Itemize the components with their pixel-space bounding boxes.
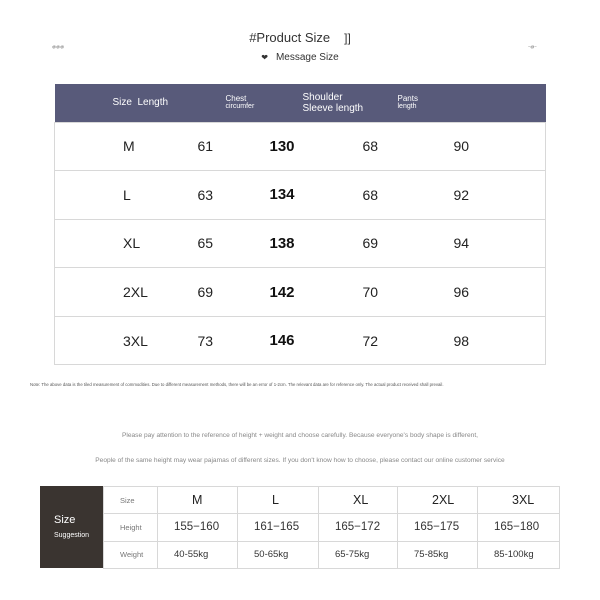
cell-size: 2XL <box>55 268 113 317</box>
cell-length: 73 <box>113 316 191 365</box>
heart-icon: ❤ <box>261 53 268 62</box>
advice-line-2: People of the same height may wear pajamas of different sizes. If you don't know how to choose, please contact our online customer service <box>95 457 505 464</box>
column-header-length: Length <box>113 84 191 122</box>
cell-length: 69 <box>113 268 191 317</box>
suggestion-label-box <box>40 486 103 568</box>
suggestion-size: 2XL <box>398 487 478 514</box>
suggestion-height: 165−180 <box>478 514 560 541</box>
subtitle-text: Message Size <box>275 52 339 63</box>
cell-pants-length: 92 <box>367 171 546 220</box>
cell-chest: 130 <box>191 122 269 171</box>
cell-length: 65 <box>113 219 191 268</box>
suggestion-weight: 40-55kg <box>158 541 238 568</box>
advice-line-1: Please pay attention to the reference of height + weight and choose carefully. Because everyone's body shape is different, <box>121 432 479 439</box>
row-label-height: Height <box>104 514 158 541</box>
row-label-weight: Weight <box>104 541 158 568</box>
corner-mark-left: @@@ <box>52 44 65 49</box>
size-chart-header-row <box>55 84 546 122</box>
cell-size: L <box>55 171 113 220</box>
suggestion-weight: 85-100kg <box>478 541 560 568</box>
column-header-size <box>55 84 113 122</box>
size-chart-row <box>55 171 546 220</box>
suggestion-title: Size <box>54 514 76 526</box>
page-subtitle <box>0 52 600 63</box>
cell-shoulder-sleeve: 69 <box>269 219 367 268</box>
cell-size: M <box>55 122 113 171</box>
measurement-note: Note: The above data is the tiled measurement of commodities. Due to different measurement methods, there will be an error of 1-2cm. The relevant data are for reference only. The actual product received shall prevail. <box>30 382 444 387</box>
cell-shoulder-sleeve: 68 <box>269 171 367 220</box>
page-title <box>0 30 600 45</box>
size-chart-row <box>55 268 546 317</box>
cell-shoulder-sleeve: 70 <box>269 268 367 317</box>
size-chart-row <box>55 122 546 171</box>
cell-pants-length: 98 <box>367 316 546 365</box>
cell-chest: 142 <box>191 268 269 317</box>
cell-shoulder-sleeve: 68 <box>269 122 367 171</box>
suggestion-size-row <box>104 487 560 514</box>
cell-size: XL <box>55 219 113 268</box>
cell-chest: 146 <box>191 316 269 365</box>
suggestion-height: 161−165 <box>238 514 319 541</box>
row-label-size: Size <box>104 487 158 514</box>
cell-length: 61 <box>113 122 191 171</box>
suggestion-weight: 65-75kg <box>319 541 398 568</box>
cell-chest: 134 <box>191 171 269 220</box>
suggestion-size: 3XL <box>478 487 560 514</box>
cell-pants-length: 90 <box>367 122 546 171</box>
title-text: #Product Size <box>249 30 331 45</box>
cell-pants-length: 96 <box>367 268 546 317</box>
size-chart-row <box>55 316 546 365</box>
suggestion-weight-row <box>104 541 560 568</box>
suggestion-height: 155−160 <box>158 514 238 541</box>
size-chart-row <box>55 219 546 268</box>
size-suggestion-table <box>103 486 560 569</box>
size-chart-table <box>54 84 546 365</box>
suggestion-height: 165−172 <box>319 514 398 541</box>
suggestion-size: L <box>238 487 319 514</box>
cell-chest: 138 <box>191 219 269 268</box>
suggestion-weight: 50-65kg <box>238 541 319 568</box>
cell-size: 3XL <box>55 316 113 365</box>
suggestion-size: XL <box>319 487 398 514</box>
cell-length: 63 <box>113 171 191 220</box>
column-header-chest: Chest circumfer <box>191 84 269 122</box>
suggestion-size: M <box>158 487 238 514</box>
cell-shoulder-sleeve: 72 <box>269 316 367 365</box>
title-bracket: ]] <box>344 31 351 45</box>
suggestion-subtitle: Suggestion <box>54 532 90 539</box>
column-header-pants: Pants length <box>367 84 546 122</box>
suggestion-height-row <box>104 514 560 541</box>
suggestion-weight: 75-85kg <box>398 541 478 568</box>
cell-pants-length: 94 <box>367 219 546 268</box>
column-header-shoulder: Shoulder Sleeve length <box>269 84 367 122</box>
corner-mark-right: ~@~ <box>528 44 537 49</box>
suggestion-height: 165−175 <box>398 514 478 541</box>
